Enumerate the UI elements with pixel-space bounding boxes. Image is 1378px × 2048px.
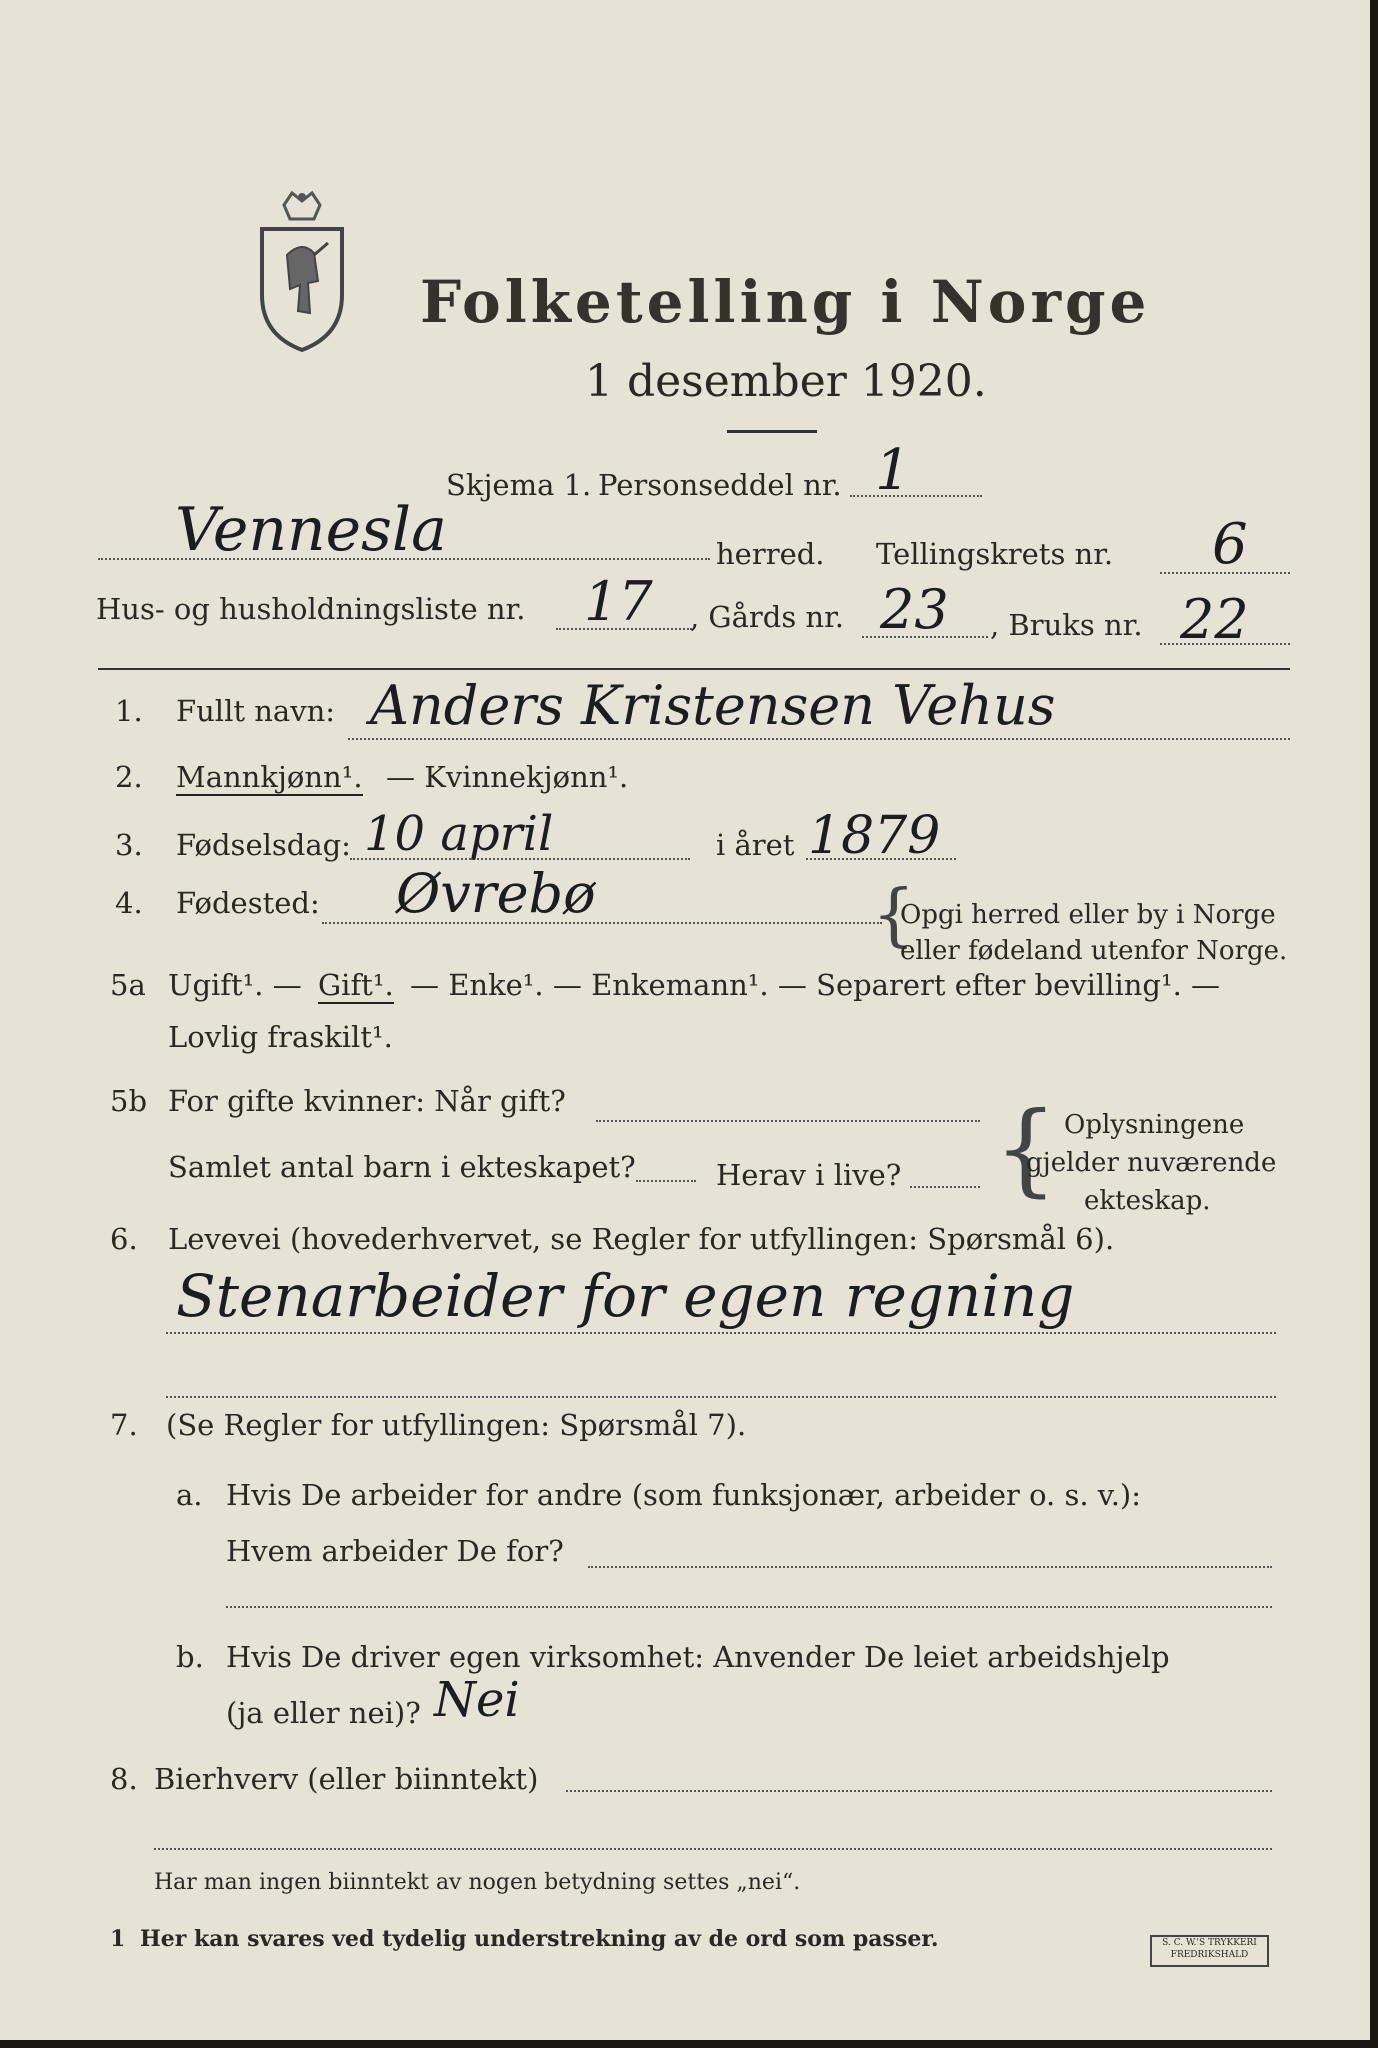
- q5a-ugift: Ugift¹. —: [168, 968, 302, 1002]
- q5b-married-field: [596, 1120, 980, 1122]
- q3-year-value: 1879: [808, 806, 941, 866]
- q1-field: [348, 738, 1290, 740]
- q7b-number: b.: [176, 1640, 204, 1674]
- q6-field: [166, 1332, 1276, 1334]
- q8-note: Har man ingen biinntekt av nogen betydning settes „nei“.: [154, 1870, 801, 1895]
- q5a-rest: — Enke¹. — Enkemann¹. — Separert efter bevilling¹. —: [410, 968, 1221, 1002]
- q5a-number: 5a: [110, 968, 146, 1002]
- q7-label: (Se Regler for utfyllingen: Spørsmål 7).: [166, 1408, 747, 1442]
- q8-number: 8.: [110, 1762, 138, 1796]
- q8-field-2: [154, 1848, 1272, 1850]
- q3-label: Fødselsdag:: [176, 828, 351, 862]
- q5a-line2: Lovlig fraskilt¹.: [168, 1020, 393, 1054]
- coat-of-arms-icon: [252, 185, 352, 355]
- q5a-gift-option: Gift¹.: [318, 968, 394, 1002]
- q5b-number: 5b: [110, 1084, 148, 1118]
- bruks-label: , Bruks nr.: [990, 608, 1143, 642]
- footnote-mark: 1: [110, 1926, 126, 1952]
- q7-number: 7.: [110, 1408, 138, 1442]
- q4-brace: {: [872, 876, 916, 955]
- herred-value: Vennesla: [175, 495, 447, 565]
- q7a-number: a.: [176, 1478, 203, 1512]
- husholdning-label: Hus- og husholdningsliste nr.: [96, 592, 526, 626]
- tellingskrets-value: 6: [1212, 512, 1248, 577]
- q8-label: Bierhverv (eller biinntekt): [154, 1762, 539, 1796]
- q7a-field-2: [226, 1606, 1272, 1608]
- gards-value: 23: [880, 578, 949, 641]
- q5b-children-field: [636, 1180, 696, 1182]
- q8-field: [566, 1790, 1272, 1792]
- q5b-label3: Herav i live?: [716, 1158, 902, 1192]
- census-date: 1 desember 1920.: [585, 356, 987, 407]
- q7b-label: Hvis De driver egen virksomhet: Anvender De leiet arbeidshjelp: [226, 1640, 1170, 1674]
- q7a-label2: Hvem arbeider De for?: [226, 1534, 564, 1568]
- footnote-text: Her kan svares ved tydelig understrekning av de ord som passer.: [140, 1926, 939, 1952]
- q7b-label2: (ja eller nei)?: [226, 1696, 421, 1730]
- personseddel-field: [850, 495, 982, 497]
- bruks-value: 22: [1180, 588, 1249, 651]
- q3-value: 10 april: [364, 806, 554, 862]
- q7b-value: Nei: [434, 1672, 520, 1728]
- q6-label: Levevei (hovederhvervet, se Regler for utfyllingen: Spørsmål 6).: [168, 1222, 1115, 1256]
- q5b-label: For gifte kvinner: Når gift?: [168, 1084, 566, 1118]
- q7a-field: [588, 1566, 1272, 1568]
- husholdning-value: 17: [584, 570, 653, 633]
- q3-number: 3.: [115, 828, 143, 862]
- personseddel-label: Personseddel nr.: [598, 468, 842, 502]
- q5b-alive-field: [910, 1186, 980, 1188]
- q6-value: Stenarbeider for egen regning: [176, 1262, 1075, 1330]
- q6-field-2: [166, 1396, 1276, 1398]
- title-divider: [727, 430, 817, 433]
- q5b-brace: {: [994, 1090, 1058, 1207]
- herred-label: herred.: [716, 537, 825, 571]
- q1-label: Fullt navn:: [176, 694, 336, 728]
- q4-note-line2: eller fødeland utenfor Norge.: [900, 936, 1288, 966]
- q4-number: 4.: [115, 886, 143, 920]
- header-rule: [98, 668, 1290, 670]
- q1-value: Anders Kristensen Vehus: [370, 674, 1056, 737]
- gards-label: , Gårds nr.: [690, 600, 844, 634]
- q3-year-label: i året: [716, 828, 795, 862]
- printer-stamp: S. C. W.'S TRYKKERI FREDRIKSHALD: [1150, 1935, 1269, 1967]
- q4-value: Øvrebø: [396, 862, 596, 925]
- q5b-note-line3: ekteskap.: [1084, 1186, 1211, 1216]
- form-title: Folketelling i Norge: [420, 268, 1151, 336]
- q7a-label: Hvis De arbeider for andre (som funksjonær, arbeider o. s. v.):: [226, 1478, 1142, 1512]
- skjema-label: Skjema 1.: [446, 468, 592, 502]
- q5b-label2: Samlet antal barn i ekteskapet?: [168, 1150, 636, 1184]
- personseddel-value: 1: [875, 438, 911, 503]
- q2-number: 2.: [115, 760, 143, 794]
- q5b-note-line1: Oplysningene: [1064, 1110, 1245, 1140]
- q1-number: 1.: [115, 694, 143, 728]
- q6-number: 6.: [110, 1222, 138, 1256]
- q5b-note-line2: gjelder nuværende: [1026, 1148, 1277, 1178]
- q4-label: Fødested:: [176, 886, 320, 920]
- tellingskrets-label: Tellingskrets nr.: [876, 537, 1114, 571]
- q2-rest: — Kvinnekjønn¹.: [386, 760, 629, 794]
- q4-note-line1: Opgi herred eller by i Norge: [900, 900, 1276, 930]
- q2-male-option: Mannkjønn¹.: [176, 760, 363, 794]
